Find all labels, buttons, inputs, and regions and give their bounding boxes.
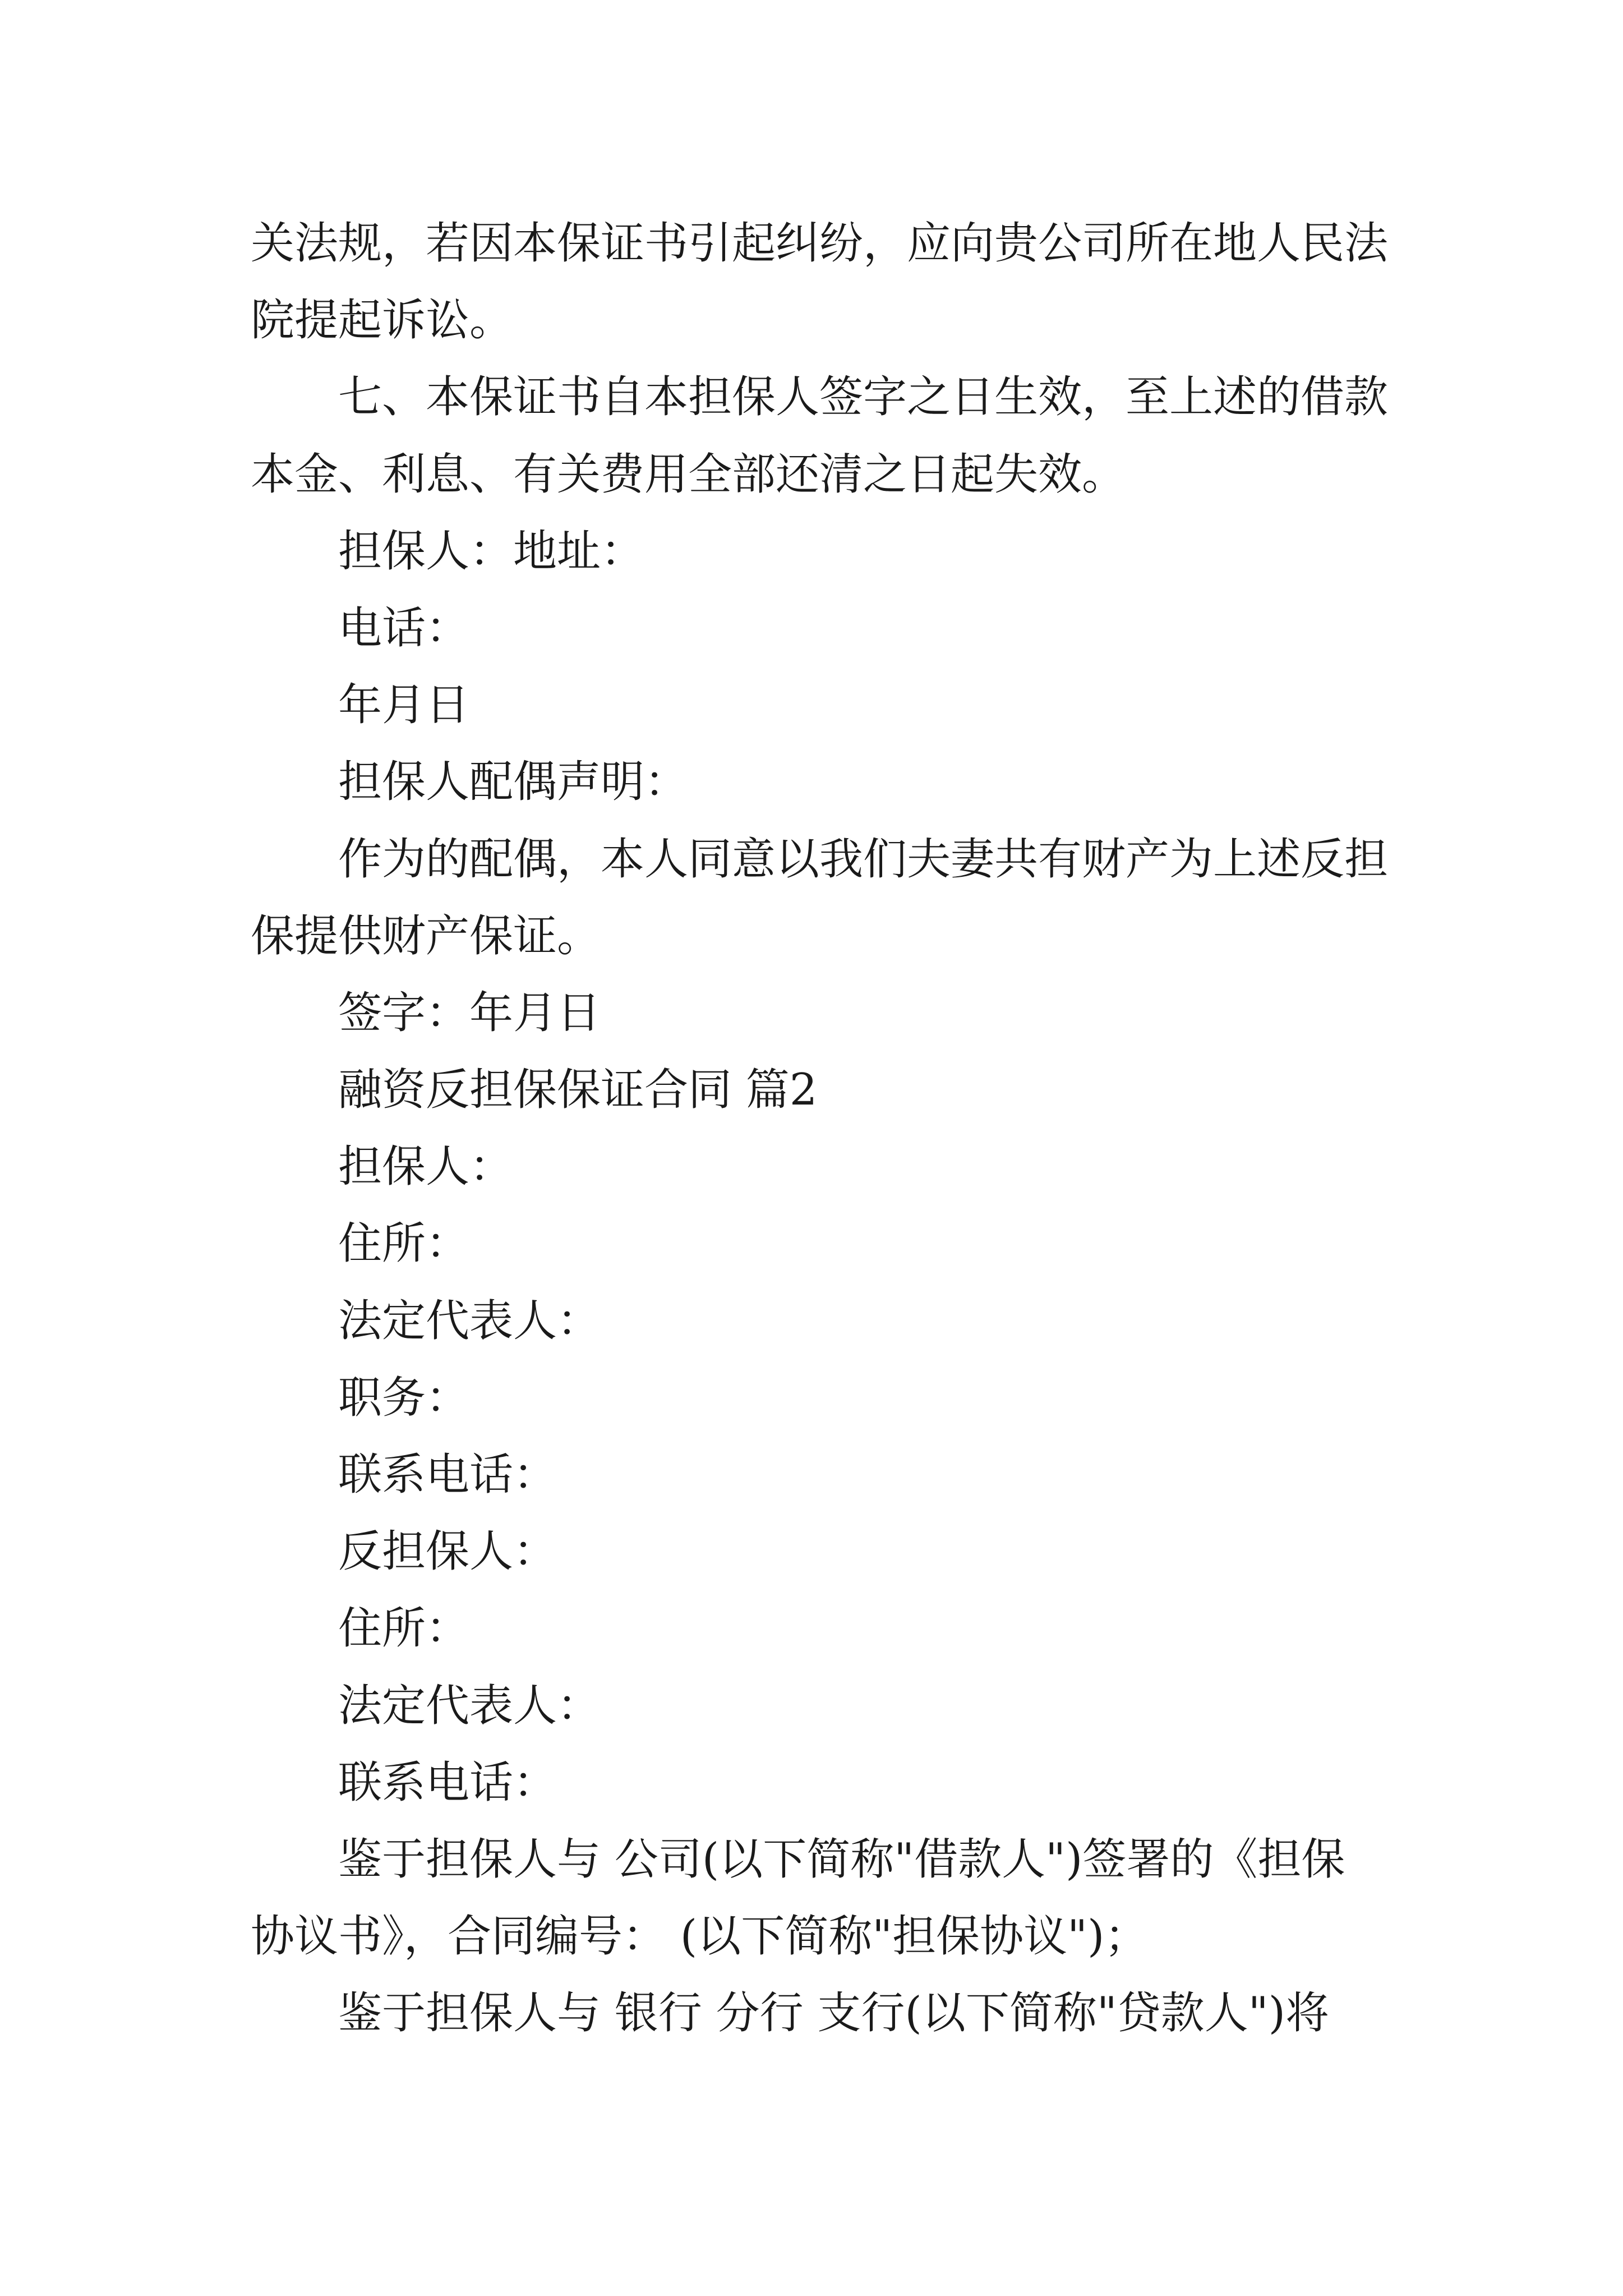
guarantor-legal-rep-label: 法定代表人： <box>338 1295 601 1346</box>
counter-guarantor-legal-rep-label: 法定代表人： <box>338 1680 601 1731</box>
clause-7-line-1: 七、本保证书自本担保人签字之日生效，至上述的借款 <box>338 372 1389 423</box>
clause-6-line-end: 院提起诉讼。 <box>251 295 514 346</box>
guarantor-position-label: 职务： <box>338 1372 470 1423</box>
date-label: 年月日 <box>338 680 470 731</box>
guarantor-address-label: 担保人：地址： <box>338 526 645 577</box>
spouse-statement-line-1: 作为的配偶，本人同意以我们夫妻共有财产为上述反担 <box>338 834 1389 885</box>
recital-1-line-2: 协议书》，合同编号： (以下简称"担保协议")； <box>251 1911 1149 1962</box>
document-body <box>251 205 1428 2053</box>
counter-guarantor-residence-label: 住所： <box>338 1603 470 1654</box>
guarantor-residence-label: 住所： <box>338 1218 470 1269</box>
contract-2-title: 融资反担保保证合同 篇2 <box>338 1065 818 1116</box>
recital-2-line-1: 鉴于担保人与 银行 分行 支行(以下简称"贷款人")将 <box>338 1988 1329 2039</box>
phone-label: 电话： <box>338 602 470 654</box>
guarantor-phone-label: 联系电话： <box>338 1450 557 1500</box>
spouse-statement-heading: 担保人配偶声明： <box>338 757 689 808</box>
spouse-signature-date: 签字：年月日 <box>338 987 601 1038</box>
clause-6-line-continued: 关法规，若因本保证书引起纠纷，应向贵公司所在地人民法 <box>251 218 1389 269</box>
counter-guarantor-phone-label: 联系电话： <box>338 1757 557 1808</box>
spouse-statement-line-2: 保提供财产保证。 <box>251 910 601 961</box>
counter-guarantor-label: 反担保人： <box>338 1526 557 1577</box>
recital-1-line-1: 鉴于担保人与 公司(以下简称"借款人")签署的《担保 <box>338 1834 1345 1885</box>
clause-7-line-2: 本金、利息、有关费用全部还清之日起失效。 <box>251 449 1126 500</box>
guarantor-label: 担保人： <box>338 1142 514 1193</box>
